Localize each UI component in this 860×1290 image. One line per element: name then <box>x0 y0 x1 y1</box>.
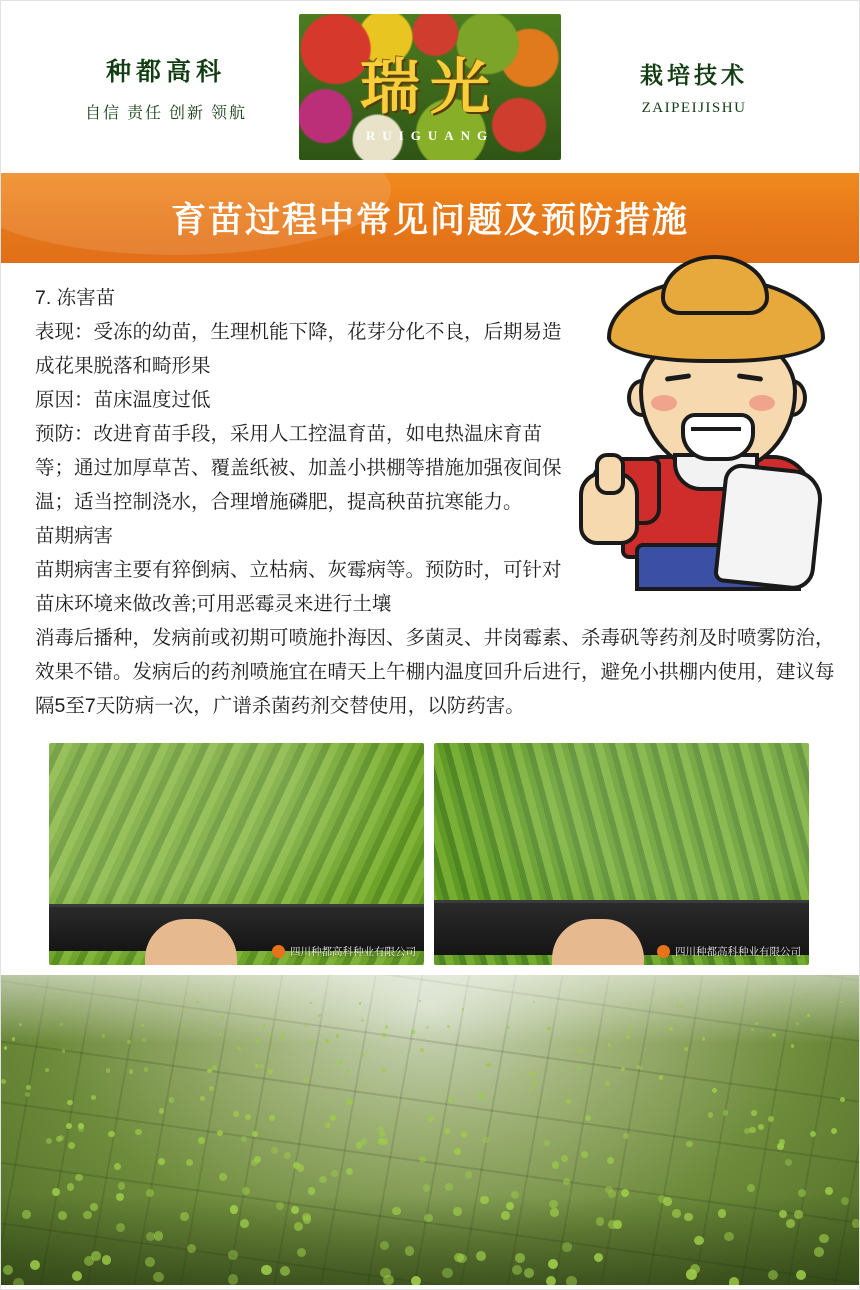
article-upper-text <box>35 281 575 621</box>
ruiguang-logo <box>299 14 561 160</box>
farmer-illustration-icon <box>569 271 849 581</box>
symptom-line: 表现：受冻的幼苗，生理机能下降，花芽分化不良，后期易造成花果脱落和畸形果 <box>35 321 562 377</box>
company-slogan: 自信 责任 创新 领航 <box>84 104 247 122</box>
watermark-left <box>272 944 416 959</box>
watermark-logo-icon <box>657 945 670 958</box>
watermark-right <box>657 944 801 959</box>
page-header <box>1 1 859 173</box>
disease-subheading: 苗期病害 <box>35 525 114 547</box>
disease-paragraph-part2: 消毒后播种，发病前或初期可喷施扑海因、多菌灵、井岗霉素、杀毒矾等药剂及时喷雾防治，效果不错。发病后的药剂喷施宜在晴天上午棚内温度回升后进行，避免小拱棚内使用，建议每隔5至7天防病一次，广谱杀菌药剂交替使用，以防药害。 <box>35 627 835 717</box>
seedling-tray-photo-left <box>49 743 424 965</box>
watermark-text: 四川种都高科种业有限公司 <box>675 946 801 958</box>
photo-row <box>1 743 859 965</box>
section-name-cn: 栽培技术 <box>640 63 748 88</box>
article-lower-text <box>35 621 837 723</box>
title-bar <box>1 173 859 263</box>
page-title: 育苗过程中常见问题及预防措施 <box>170 201 689 240</box>
seedling-tray-photo-right <box>434 743 809 965</box>
article-content <box>1 263 859 729</box>
prevention-line: 预防：改进育苗手段，采用人工控温育苗，如电热温床育苗等；通过加厚草苫、覆盖纸被、加盖小拱棚等措施加强夜间保温；适当控制浇水，合理增施磷肥，提高秧苗抗寒能力。 <box>35 423 562 513</box>
greenhouse-seedbed-photo <box>1 975 859 1285</box>
company-name-cn: 种都高科 <box>105 58 226 86</box>
section-name-en: ZAIPEIJISHU <box>641 100 747 116</box>
brand-left <box>41 52 291 123</box>
cause-line: 原因：苗床温度过低 <box>35 389 211 411</box>
watermark-text: 四川种都高科种业有限公司 <box>290 946 416 958</box>
watermark-logo-icon <box>272 945 285 958</box>
logo-text-cn: 瑞光 <box>360 55 500 121</box>
section-heading: 7. 冻害苗 <box>35 287 116 309</box>
brand-right <box>569 57 819 117</box>
logo-text-en: RUIGUANG <box>365 128 495 143</box>
disease-paragraph-part1: 苗期病害主要有猝倒病、立枯病、灰霉病等。预防时，可针对苗床环境来做改善;可用恶霉灵来进行土壤 <box>35 559 562 615</box>
